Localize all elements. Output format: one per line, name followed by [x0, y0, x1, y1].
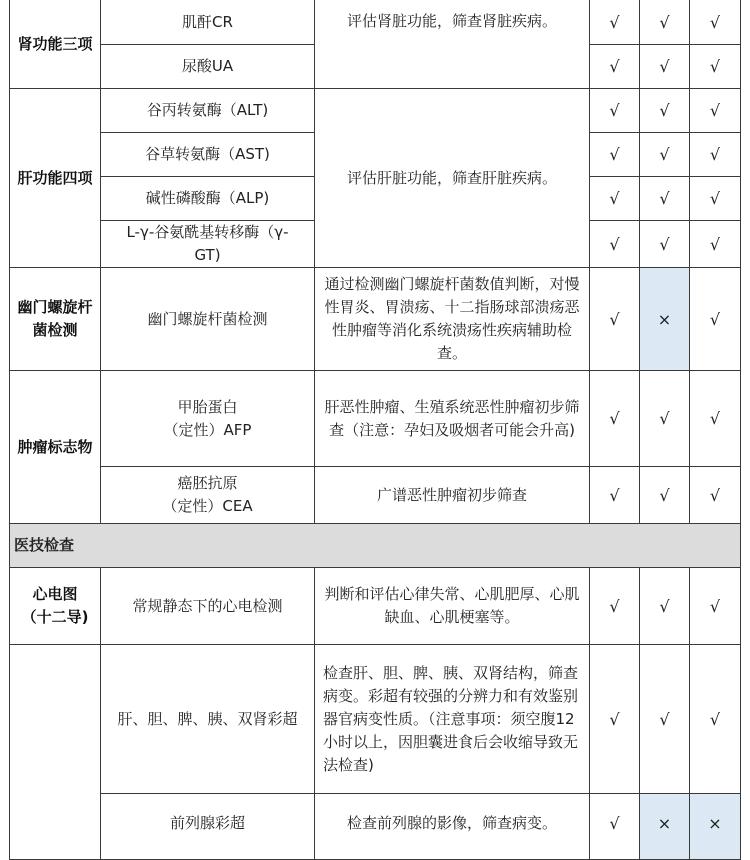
- table-row: [10, 645, 741, 794]
- mark-yes: √: [590, 794, 640, 860]
- mark-yes: √: [590, 268, 640, 371]
- mark-yes: √: [640, 45, 690, 89]
- desc-hp: 通过检测幽门螺旋杆菌数值判断，对慢性胃炎、胃溃疡、十二指肠球部溃疡恶性肿瘤等消化系统溃疡性疾病辅助检查。: [315, 268, 590, 371]
- item-afp-line1: 甲胎蛋白: [177, 397, 238, 416]
- item-ggt: L-γ-谷氨酰基转移酶（γ-GT): [101, 221, 315, 268]
- item-uric-acid: 尿酸UA: [101, 45, 315, 89]
- category-ecg-line1: 心电图: [32, 585, 78, 603]
- mark-yes: √: [590, 371, 640, 467]
- mark-yes: √: [690, 0, 741, 45]
- item-hp: 幽门螺旋杆菌检测: [101, 268, 315, 371]
- item-cea: [101, 467, 315, 524]
- item-afp: [101, 371, 315, 467]
- desc-afp: 肝恶性肿瘤、生殖系统恶性肿瘤初步筛查（注意：孕妇及吸烟者可能会升高): [315, 371, 590, 467]
- table-row: [10, 794, 741, 860]
- desc-ecg: 判断和评估心律失常、心肌肥厚、心肌缺血、心肌梗塞等。: [315, 568, 590, 645]
- section-row: [10, 524, 741, 568]
- mark-yes: √: [690, 268, 741, 371]
- mark-no: ×: [690, 794, 741, 860]
- mark-yes: √: [690, 89, 741, 133]
- item-alp: 碱性磷酸酶（ALP): [101, 177, 315, 221]
- item-prostate-ultrasound: 前列腺彩超: [101, 794, 315, 860]
- item-cea-line2: （定性）CEA: [162, 497, 253, 515]
- category-kidney: 肾功能三项: [10, 0, 101, 89]
- mark-yes: √: [690, 645, 741, 794]
- mark-yes: √: [640, 177, 690, 221]
- item-abdominal-ultrasound: 肝、胆、脾、胰、双肾彩超: [101, 645, 315, 794]
- mark-yes: √: [590, 568, 640, 645]
- desc-liver: 评估肝脏功能，筛查肝脏疾病。: [315, 89, 590, 268]
- desc-kidney: 评估肾脏功能，筛查肾脏疾病。: [315, 0, 590, 89]
- mark-yes: √: [640, 371, 690, 467]
- item-ecg: 常规静态下的心电检测: [101, 568, 315, 645]
- mark-yes: √: [640, 89, 690, 133]
- mark-yes: √: [640, 133, 690, 177]
- desc-prostate-ultrasound: 检查前列腺的影像，筛查病变。: [315, 794, 590, 860]
- mark-yes: √: [590, 0, 640, 45]
- mark-yes: √: [640, 467, 690, 524]
- mark-yes: √: [590, 45, 640, 89]
- desc-abdominal-ultrasound: 检查肝、胆、脾、胰、双肾结构，筛查病变。彩超有较强的分辨力和有效鉴别器官病变性质。（注意事项：须空腹12小时以上，因胆囊进食后会收缩导致无法检查): [315, 645, 590, 794]
- item-alt: 谷丙转氨酶（ALT): [101, 89, 315, 133]
- mark-yes: √: [640, 568, 690, 645]
- mark-yes: √: [690, 177, 741, 221]
- mark-yes: √: [640, 221, 690, 268]
- mark-yes: √: [690, 467, 741, 524]
- category-tumor: 肿瘤标志物: [10, 371, 101, 524]
- mark-yes: √: [640, 0, 690, 45]
- table-row: [10, 568, 741, 645]
- item-cea-line1: 癌胚抗原: [177, 474, 238, 492]
- mark-yes: √: [590, 89, 640, 133]
- item-ast: 谷草转氨酶（AST): [101, 133, 315, 177]
- mark-yes: √: [690, 133, 741, 177]
- category-ecg-line2: （十二导): [21, 608, 89, 626]
- category-ecg: [10, 568, 101, 645]
- mark-no: ×: [640, 268, 690, 371]
- mark-yes: √: [590, 177, 640, 221]
- item-creatinine: 肌酐CR: [101, 0, 315, 45]
- category-liver: 肝功能四项: [10, 89, 101, 268]
- table-row: [10, 467, 741, 524]
- mark-yes: √: [690, 371, 741, 467]
- mark-yes: √: [590, 467, 640, 524]
- mark-yes: √: [640, 645, 690, 794]
- table-row: [10, 0, 741, 45]
- mark-yes: √: [590, 133, 640, 177]
- category-hp: 幽门螺旋杆菌检测: [10, 268, 101, 371]
- table-row: [10, 89, 741, 133]
- section-title: 医技检查: [10, 524, 741, 568]
- mark-yes: √: [590, 221, 640, 268]
- mark-no: ×: [640, 794, 690, 860]
- item-afp-line2: （定性）AFP: [163, 420, 252, 439]
- desc-cea: 广谱恶性肿瘤初步筛查: [315, 467, 590, 524]
- table-row: [10, 371, 741, 467]
- mark-yes: √: [690, 221, 741, 268]
- mark-yes: √: [690, 568, 741, 645]
- mark-yes: √: [690, 45, 741, 89]
- mark-yes: √: [590, 645, 640, 794]
- category-ultrasound: [10, 645, 101, 860]
- exam-table: [9, 0, 741, 860]
- table-row: [10, 268, 741, 371]
